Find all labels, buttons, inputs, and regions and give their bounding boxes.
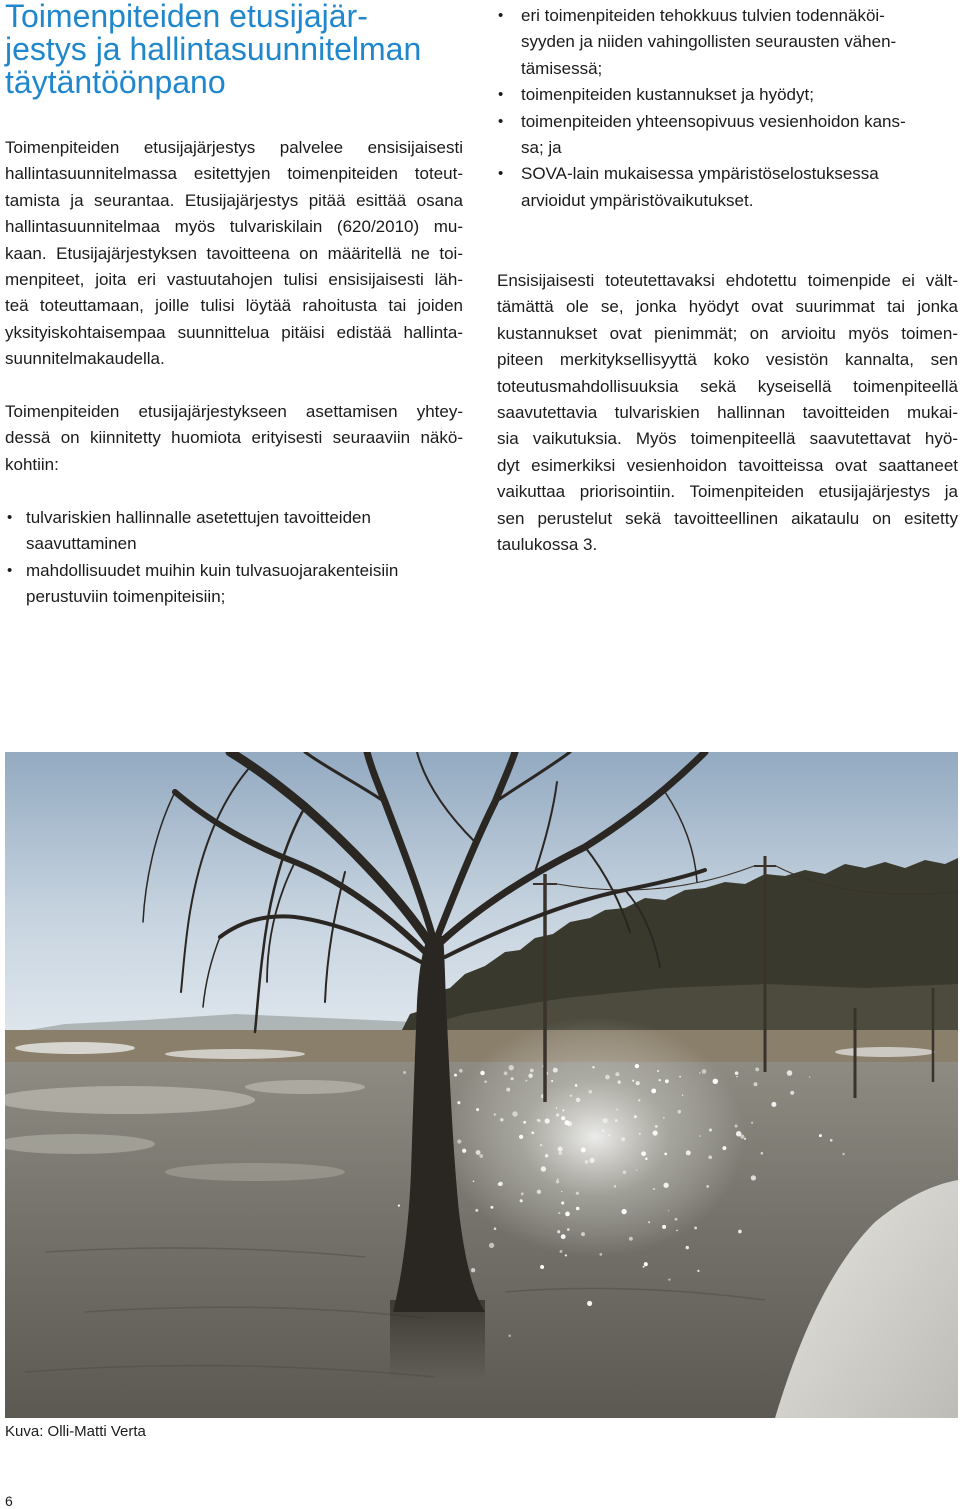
sun-glare-sparkle [676,1230,678,1232]
sun-glare-sparkle [556,1180,559,1183]
snow-patch [15,1042,135,1054]
sun-glare-sparkle [662,1225,666,1229]
flood-photo [5,752,958,1418]
sun-glare-sparkle [636,1169,637,1170]
sun-glare-sparkle [686,1150,691,1155]
sun-glare-sparkle [589,1090,593,1094]
sun-glare-sparkle [530,1069,534,1073]
criteria-list-right [497,3,958,214]
sun-glare-sparkle [508,1335,511,1338]
sun-glare-sparkle [561,1234,566,1239]
sun-glare-sparkle [484,1080,487,1083]
paragraph-line: Ensisijaisesti toteutettavaksi ehdotettu toimenpide ei vält- [497,271,958,290]
sun-glare-sparkle [735,1124,738,1127]
sun-glare-sparkle [644,1262,648,1266]
paragraph-line: piteen merkityksellisyyttä koko vesistön kannalta, sen [497,350,958,370]
sun-glare-sparkle [575,1084,578,1087]
sun-glare-sparkle [589,1158,594,1163]
sun-glare [445,1017,745,1257]
bullet-item [5,505,463,558]
bullet-line: • tulvariskien hallinnalle asetettujen tavoitteiden [26,508,371,527]
sun-glare-sparkle [592,1066,594,1068]
paragraph-line: sen perustelut sekä tavoitteellinen aikataulu on esitetty [497,508,958,528]
sun-glare-sparkle [751,1122,753,1124]
sun-glare-sparkle [771,1102,776,1107]
sun-glare-sparkle [557,1230,560,1233]
sun-glare-sparkle [699,1072,701,1074]
bullet-item [497,161,958,214]
paragraph-line: kaan. Etusijajärjestyksen tavoitteena on määritellä ne toi- [5,243,463,263]
sun-glare-sparkle [638,1099,640,1101]
sun-glare-sparkle [665,1079,669,1083]
paragraph-line: teä toteuttamaan, joille tulisi löytää rahoitusta tai joiden [5,296,463,316]
sun-glare-sparkle [498,1183,501,1186]
ice-floe [245,1080,365,1094]
intro-paragraph [5,135,463,373]
sun-glare-sparkle [473,1180,475,1182]
sun-glare-sparkle [570,1095,572,1097]
sun-glare-sparkle [623,1170,626,1173]
paragraph-line: hallintasuunnitelmassa esitettyjen toimenpiteiden toteut- [5,164,463,184]
sun-glare-sparkle [521,1192,524,1195]
sun-glare-sparkle [512,1111,517,1116]
sun-glare-sparkle [540,1265,544,1269]
paragraph-line: sia vaikutuksia. Myös toimenpiteellä saavutettavat hyö- [497,429,958,449]
sun-glare-sparkle [618,1080,621,1083]
bullet-line: perustuviin toimenpiteisiin; [26,587,226,607]
sun-glare-sparkle [541,1166,546,1171]
sun-glare-sparkle [621,1209,626,1214]
sun-glare-sparkle [537,1190,541,1194]
sun-glare-sparkle [675,1218,678,1221]
bullet-line: • SOVA-lain mukaisessa ympäristöselostuksessa [521,164,879,184]
sun-glare-sparkle [561,1116,565,1120]
photo-caption: Kuva: Olli-Matti Verta [5,1423,146,1440]
sun-glare-sparkle [471,1268,475,1272]
sun-glare-sparkle [634,1115,637,1118]
bullet-item [497,3,958,82]
page-title-line: jestys ja hallintasuunnitelman [5,31,422,67]
sun-glare-sparkle [457,1101,460,1104]
sun-glare-sparkle [545,1154,549,1158]
sun-glare-sparkle [585,1160,589,1164]
sun-glare-sparkle [581,1232,585,1236]
paragraph-line: saavutettavia tulvariskien hallinnan tavoitteiden mukai- [497,402,958,422]
sun-glare-sparkle [653,1188,655,1190]
sun-glare-sparkle [476,1108,479,1111]
bullet-line: • toimenpiteiden kustannukset ja hyödyt; [521,85,814,105]
sun-glare-sparkle [653,1131,658,1136]
flood-photo-illustration [5,752,958,1418]
sun-glare-sparkle [602,1130,604,1132]
sun-glare-sparkle [678,1110,682,1114]
sun-glare-sparkle [790,1091,794,1095]
sun-glare-sparkle [567,1228,570,1231]
bullet-item [5,558,463,611]
sun-glare-sparkle [663,1183,668,1188]
sun-glare-sparkle [562,1109,564,1111]
sun-glare-sparkle [490,1206,493,1209]
sun-glare-sparkle [403,1071,406,1074]
sun-glare-sparkle [494,1227,497,1230]
sun-glare-sparkle [506,1088,510,1092]
sun-glare-sparkle [761,1152,764,1155]
priority-paragraph [497,268,958,558]
sun-glare-sparkle [576,1207,580,1211]
sun-glare-sparkle [603,1118,608,1123]
sun-glare-sparkle [480,1071,485,1076]
sun-glare-sparkle [615,1119,618,1122]
page-title-line: Toimenpiteiden etusijajär- [5,0,368,34]
sun-glare-sparkle [599,1253,602,1256]
sun-glare-sparkle [651,1088,656,1093]
sun-glare-sparkle [697,1270,699,1272]
sun-glare-sparkle [525,1080,527,1082]
sun-glare-sparkle [722,1146,726,1150]
sun-glare-sparkle [636,1081,640,1085]
sun-glare-sparkle [475,1209,478,1212]
sun-glare-sparkle [664,1153,667,1156]
sun-glare-sparkle [621,1137,625,1141]
sun-glare-sparkle [551,1080,553,1082]
paragraph-line: Toimenpiteiden etusijajärjestykseen asettamisen yhtey- [5,402,463,421]
sun-glare-sparkle [462,1149,466,1153]
snow-patch [835,1047,935,1057]
sun-glare-sparkle [504,1071,508,1075]
sun-glare-sparkle [809,1076,810,1077]
paragraph-line: taulukossa 3. [497,534,598,554]
sun-glare-sparkle [735,1071,739,1075]
sun-glare-sparkle [679,1076,681,1078]
sun-glare-sparkle [738,1230,742,1234]
sun-glare-sparkle [686,1246,689,1249]
sun-glare-sparkle [560,1250,563,1253]
sun-glare-sparkle [632,1080,634,1082]
sun-glare-sparkle [663,1117,665,1119]
sun-glare-sparkle [682,1094,683,1095]
page-number: 6 [5,1493,13,1509]
sun-glare-sparkle [561,1201,564,1204]
snow-patch [165,1049,305,1059]
paragraph-line: kohtiin: [5,454,59,474]
sun-glare-sparkle [476,1150,481,1155]
sun-glare-sparkle [509,1065,514,1070]
bullet-line: • eri toimenpiteiden tehokkuus tulvien todennäköi- [521,6,885,25]
sun-glare-sparkle [565,1120,570,1125]
criteria-list-left [5,505,463,611]
sun-glare-sparkle [479,1154,483,1158]
sun-glare-sparkle [520,1199,523,1202]
sun-glare-sparkle [699,1135,701,1137]
sun-glare-sparkle [736,1131,742,1137]
paragraph-line: dyt esimerkiksi vesienhoidon tavoitteissa ovat saattaneet [497,455,958,475]
paragraph-line: tamista ja seurantaa. Etusijajärjestys pitää esittää osana [5,190,463,210]
bullet-line: • mahdollisuudet muihin kuin tulvasuojarakenteisiin [26,560,399,580]
ice-floe [165,1163,345,1181]
sun-glare-sparkle [645,1157,648,1160]
sun-glare-sparkle [755,1067,759,1071]
sun-glare-sparkle [629,1237,633,1241]
sun-glare-sparkle [668,1210,669,1211]
paragraph-line: tämättä ole se, jonka hyödyt ovat suurimmat tai jonka [497,297,958,317]
bullet-line: arvioidut ympäristövaikutukset. [521,190,754,210]
sun-glare-sparkle [556,1107,557,1108]
sun-glare-sparkle [398,1204,400,1206]
paragraph-line: menpiteet, joita eri vastuutahojen tulisi ensisijaisesti läh- [5,269,463,289]
sun-glare-sparkle [709,1129,712,1132]
sun-glare-sparkle [639,1133,641,1135]
sun-glare-sparkle [528,1074,533,1079]
ice-floe [5,1086,255,1114]
paragraph-line: hallintasuunnitelmaa myös tulvariskilain (620/2010) mu- [5,217,463,237]
sun-glare-sparkle [751,1175,756,1180]
sun-glare-sparkle [614,1185,616,1187]
sun-glare-sparkle [457,1139,461,1143]
sun-glare-sparkle [565,1212,570,1217]
bullet-line: sa; ja [521,137,562,157]
sun-glare-sparkle [511,1077,514,1080]
paragraph-line: toteutusmahdollisuuksia sekä kyseisellä toimenpiteellä [497,376,958,396]
paragraph-line: suunnitelmakaudella. [5,349,165,369]
sun-glare-sparkle [576,1098,580,1102]
sun-glare-sparkle [702,1069,707,1074]
sun-glare-sparkle [557,1179,558,1180]
paragraph-line: dessä on kiinnitetty huomiota erityisesti seuraaviin näkö- [5,428,463,448]
sun-glare-sparkle [608,1134,610,1136]
bullet-line: • toimenpiteiden yhteensopivuus vesienhoidon kans- [521,111,906,131]
sun-glare-sparkle [659,1079,661,1081]
paragraph-line: Toimenpiteiden etusijajärjestys palvelee ensisijaisesti [5,138,463,157]
sun-glare-sparkle [558,1147,563,1152]
sun-glare-sparkle [641,1151,646,1156]
sun-glare-sparkle [657,1070,659,1072]
sun-glare-sparkle [736,1076,737,1077]
sun-glare-sparkle [842,1153,845,1156]
sun-glare-sparkle [587,1301,592,1306]
sun-glare-sparkle [494,1113,496,1115]
sun-glare-sparkle [489,1243,494,1248]
sun-glare-sparkle [558,1212,560,1214]
sun-glare-sparkle [519,1135,523,1139]
sun-glare-sparkle [615,1072,619,1076]
sun-glare-sparkle [643,1266,645,1268]
criteria-intro-paragraph [5,399,463,478]
sun-glare-sparkle [454,1074,457,1077]
sun-glare-sparkle [531,1131,534,1134]
sun-glare-sparkle [581,1148,586,1153]
sun-glare-sparkle [708,1155,712,1159]
sun-glare-sparkle [616,1109,618,1111]
sun-glare-sparkle [635,1064,639,1068]
sun-glare-sparkle [648,1221,650,1223]
sun-glare-sparkle [706,1185,709,1188]
sun-glare-sparkle [558,1151,562,1155]
page-title [5,0,421,99]
page-title-line: täytäntöönpano [5,64,226,100]
sun-glare-sparkle [556,1113,559,1116]
sun-glare-sparkle [523,1121,526,1124]
sun-glare-sparkle [565,1254,567,1256]
bullet-line: tämisessä; [521,58,603,78]
sun-glare-sparkle [744,1138,746,1140]
bullet-item [497,109,958,162]
sun-glare-sparkle [830,1139,833,1142]
sun-glare-sparkle [537,1119,539,1121]
sun-glare-sparkle [713,1079,718,1084]
bullet-line: syyden ja niiden vahingollisten seurausten vähen- [521,32,897,52]
paragraph-line: vaikuttaa priorisointiin. Toimenpiteiden etusijajärjestys ja [497,482,958,502]
sun-glare-sparkle [561,1191,562,1192]
sun-glare-sparkle [540,1144,542,1146]
sun-glare-sparkle [694,1226,697,1229]
bullet-item [497,82,958,108]
sun-glare-sparkle [753,1082,757,1086]
sun-glare-sparkle [655,1125,658,1128]
sun-glare-sparkle [459,1069,463,1073]
sun-glare-sparkle [787,1070,793,1076]
sun-glare-sparkle [500,1118,503,1121]
paragraph-line: kustannukset ovat pienimmät; on arvioitu myös toimen- [497,323,958,343]
sun-glare-sparkle [576,1192,579,1195]
sun-glare-sparkle [668,1278,670,1280]
sun-glare-sparkle [605,1075,610,1080]
sun-glare-sparkle [553,1068,558,1073]
sun-glare-sparkle [819,1134,822,1137]
sun-glare-sparkle [591,1161,593,1163]
paragraph-line: yksityiskohtaisempaa suunnittelua pitäisi edistää hallinta- [5,322,463,342]
bullet-line: saavuttaminen [26,534,137,554]
sun-glare-sparkle [545,1118,550,1123]
